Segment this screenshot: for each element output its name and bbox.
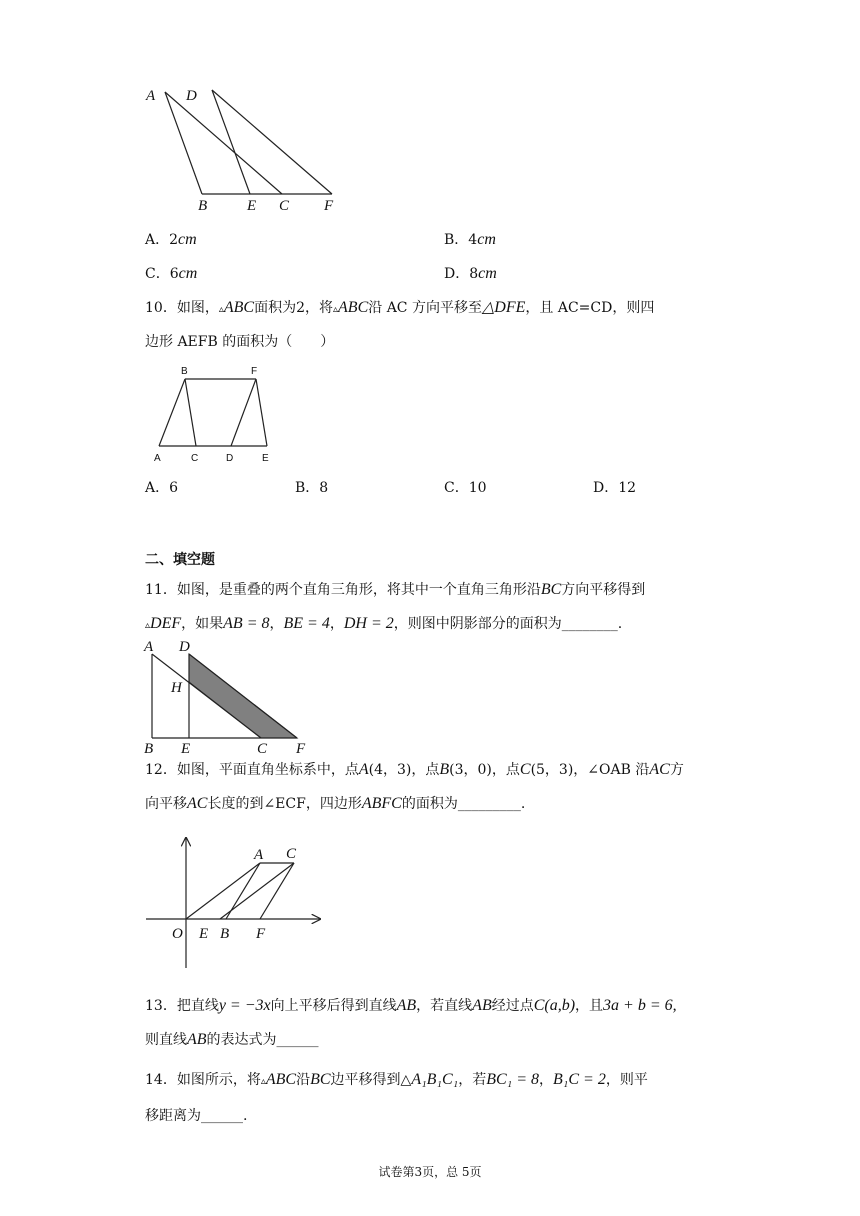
q10-figure: [145, 362, 280, 467]
q11-figure: [140, 636, 320, 756]
q9-label-e: E: [247, 198, 257, 214]
q11-label-c: C: [257, 741, 268, 756]
page-footer: 试卷第3页，总 5页: [378, 1165, 482, 1179]
q10-label-b: B: [181, 366, 188, 377]
q9-option-b: B．4cm: [444, 231, 496, 248]
q10-option-a: A．6: [145, 480, 179, 496]
q9-label-a: A: [146, 88, 156, 104]
q11-label-b: B: [144, 741, 154, 756]
q12-line2: 向平移AC长度的到∠ECF，四边形ABFC的面积为_________.: [145, 795, 526, 812]
q10-line2: 边形 AEFB 的面积为（ ）: [145, 334, 335, 350]
q11-line2: ▵DEF，如果AB = 8，BE = 4，DH = 2，则图中阴影部分的面积为________.: [145, 615, 623, 632]
q14-line2: 移距离为______.: [145, 1108, 248, 1124]
q11-label-a: A: [144, 639, 154, 655]
q13-line2: 则直线AB的表达式为______: [145, 1031, 319, 1048]
q10-line1: 10．如图，▵ABC面积为2，将▵ABC沿 AC 方向平移至△DFE，且 AC=CD，则四: [145, 299, 655, 316]
q10-label-a: A: [154, 453, 161, 464]
q10-label-f: F: [251, 366, 258, 377]
q11-label-d: D: [179, 639, 190, 655]
q9-figure: [140, 82, 350, 217]
q9-label-b: B: [198, 198, 208, 214]
q14-line1: 14．如图所示，将▵ABC沿BC边平移得到△A₁B₁C₁，若BC₁ = 8，B₁C = 2，则平: [145, 1071, 648, 1088]
q12-label-c: C: [286, 846, 297, 862]
section-heading: 二、填空题: [145, 552, 215, 568]
q10-label-e: E: [262, 453, 269, 464]
q11-line1: 11．如图，是重叠的两个直角三角形，将其中一个直角三角形沿BC方向平移得到: [145, 581, 646, 598]
q10-option-d: D．12: [593, 480, 637, 496]
q12-label-b: B: [220, 926, 230, 942]
q12-label-a: A: [254, 847, 264, 863]
q9-option-a: A．2cm: [145, 231, 197, 248]
q12-figure: [140, 830, 330, 972]
q13-line1: 13．把直线y = −3x向上平移后得到直线AB，若直线AB经过点C(a,b)，且3a + b = 6,: [145, 997, 677, 1014]
q12-line1: 12．如图，平面直角坐标系中，点A(4，3)，点B(3，0)，点C(5，3)，∠OAB 沿AC方: [145, 761, 684, 778]
q9-option-c: C．6cm: [145, 265, 198, 282]
q10-option-b: B．8: [295, 480, 329, 496]
q11-label-e: E: [181, 741, 191, 756]
q10-option-c: C．10: [444, 480, 487, 496]
q10-label-d: D: [226, 453, 234, 464]
q9-label-d: D: [186, 88, 197, 104]
q10-label-c: C: [191, 453, 199, 464]
q9-label-c: C: [279, 198, 290, 214]
q9-label-f: F: [324, 198, 334, 214]
q12-label-f: F: [256, 926, 266, 942]
q11-label-f: F: [296, 741, 306, 756]
q11-label-h: H: [171, 680, 182, 696]
q12-label-e: E: [199, 926, 209, 942]
q12-label-o: O: [172, 926, 183, 942]
q9-option-d: D．8cm: [444, 265, 497, 282]
